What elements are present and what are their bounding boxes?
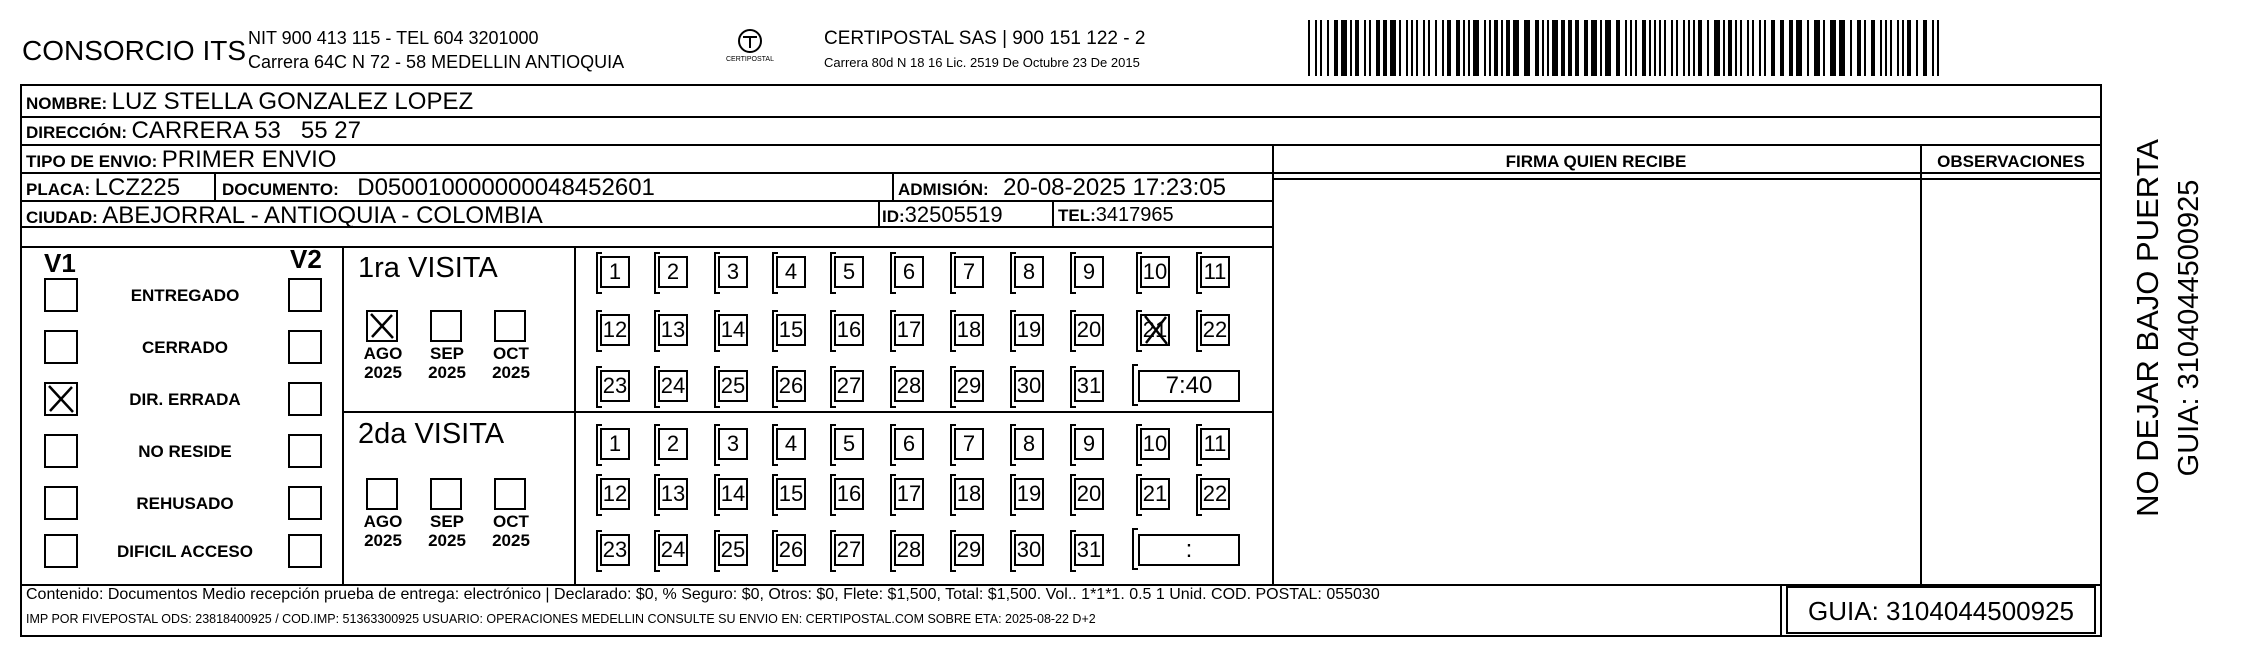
nombre-label: NOMBRE:: [26, 94, 108, 113]
address-line: Carrera 64C N 72 - 58 MEDELLIN ANTIOQUIA: [248, 52, 625, 72]
visit1-day-box[interactable]: 14: [718, 314, 748, 346]
v1-check-mark: [46, 384, 76, 414]
visit2-day-box[interactable]: 31: [1074, 534, 1104, 566]
visit2-day-box[interactable]: 29: [954, 534, 984, 566]
visit2-title: 2da VISITA: [358, 418, 505, 450]
status-label: CERRADO: [142, 338, 228, 357]
visit1-day-box[interactable]: 5: [834, 256, 864, 288]
v1-checkbox[interactable]: [44, 434, 78, 468]
visit1-day-box[interactable]: 27: [834, 370, 864, 402]
v2-checkbox[interactable]: [288, 486, 322, 520]
visit1-time-box[interactable]: 7:40: [1138, 370, 1240, 402]
visit1-day-box[interactable]: 31: [1074, 370, 1104, 402]
visit1-day-box[interactable]: 20: [1074, 314, 1104, 346]
status-label: ENTREGADO: [130, 286, 240, 305]
status-label: NO RESIDE: [138, 442, 232, 461]
visit2-day-box[interactable]: 17: [894, 478, 924, 510]
visit2-day-box[interactable]: 5: [834, 428, 864, 460]
company-name: CONSORCIO ITS: [22, 35, 247, 66]
visit2-day-box[interactable]: 18: [954, 478, 984, 510]
visit1-day-box[interactable]: 9: [1074, 256, 1104, 288]
visit2-day-box[interactable]: 14: [718, 478, 748, 510]
tel-value: 3417965: [1095, 204, 1174, 226]
visit1-day-box[interactable]: 21: [1140, 314, 1170, 346]
visit2-day-box[interactable]: 21: [1140, 478, 1170, 510]
guia-box-text: GUIA: 3104044500925: [1808, 596, 2074, 626]
visit2-day-box[interactable]: 26: [776, 534, 806, 566]
visit2-day-box[interactable]: 28: [894, 534, 924, 566]
v1-checkbox[interactable]: [44, 486, 78, 520]
visit2-month-checkbox[interactable]: [366, 478, 398, 510]
status-label: DIFICIL ACCESO: [116, 542, 253, 561]
visit2-month-label: OCT 2025: [492, 512, 530, 550]
visit2-day-box[interactable]: 2: [658, 428, 688, 460]
v1-checkbox[interactable]: [44, 534, 78, 568]
visit1-month-checkbox[interactable]: [494, 310, 526, 342]
visit2-day-box[interactable]: 7: [954, 428, 984, 460]
visit2-day-box[interactable]: 24: [658, 534, 688, 566]
visit1-day-box[interactable]: 15: [776, 314, 806, 346]
visit2-day-box[interactable]: 20: [1074, 478, 1104, 510]
visit2-day-box[interactable]: 13: [658, 478, 688, 510]
visit2-day-box[interactable]: 8: [1014, 428, 1044, 460]
tipo-label: TIPO DE ENVIO:: [26, 152, 158, 171]
visit2-day-box[interactable]: 22: [1200, 478, 1230, 510]
visit2-time-box[interactable]: :: [1138, 534, 1240, 566]
visit2-day-box[interactable]: 12: [600, 478, 630, 510]
visit2-day-box[interactable]: 25: [718, 534, 748, 566]
status-label: DIR. ERRADA: [129, 390, 241, 409]
visit1-day-box[interactable]: 4: [776, 256, 806, 288]
visit2-month-checkbox[interactable]: [494, 478, 526, 510]
visit1-day-box[interactable]: 26: [776, 370, 806, 402]
visit1-time-box-frame: [1132, 364, 1138, 406]
ciudad-label: CIUDAD:: [26, 208, 98, 227]
v2-checkbox[interactable]: [288, 434, 322, 468]
visit1-day-box[interactable]: 29: [954, 370, 984, 402]
visit2-day-box[interactable]: 16: [834, 478, 864, 510]
visit1-month-label: OCT 2025: [492, 344, 530, 382]
visit1-day-box[interactable]: 8: [1014, 256, 1044, 288]
visit2-day-box[interactable]: 1: [600, 428, 630, 460]
admision-label: ADMISIÓN:: [898, 180, 989, 199]
visit1-day-box[interactable]: 13: [658, 314, 688, 346]
visit1-day-box[interactable]: 28: [894, 370, 924, 402]
license-line: Carrera 80d N 18 16 Lic. 2519 De Octubre 23 De 2015: [824, 55, 1140, 70]
placa-label: PLACA:: [26, 180, 91, 199]
visit2-day-box[interactable]: 6: [894, 428, 924, 460]
direccion-value: CARRERA 53 55 27: [131, 117, 361, 144]
visit1-title: 1ra VISITA: [358, 252, 498, 284]
visit1-day-box[interactable]: 18: [954, 314, 984, 346]
firma-header: FIRMA QUIEN RECIBE: [1505, 152, 1687, 171]
visit2-month-label: SEP 2025: [428, 512, 466, 550]
side-guia-text: GUIA: 3104044500925: [2173, 179, 2205, 477]
contenido-text: Contenido: Documentos Medio recepción prueba de entrega: electrónico | Declarado: $0, % Seguro: $0, Otros: $0, Flete: $1,500, Total: $1,500. Vol.. 1*1*1. 0.5 1 Unid. COD. POSTAL: 055030: [26, 586, 1380, 603]
v1-checkbox[interactable]: [44, 330, 78, 364]
visit1-month-label: AGO 2025: [363, 344, 403, 382]
visit1-day-box[interactable]: 7: [954, 256, 984, 288]
visit1-day-box[interactable]: 23: [600, 370, 630, 402]
visit1-day-box[interactable]: 25: [718, 370, 748, 402]
certipostal-logo: [726, 26, 774, 70]
visit1-day-box[interactable]: 16: [834, 314, 864, 346]
visit2-day-box[interactable]: 15: [776, 478, 806, 510]
visit1-day-box[interactable]: 12: [600, 314, 630, 346]
visit1-day-box[interactable]: 22: [1200, 314, 1230, 346]
nit-line: NIT 900 413 115 - TEL 604 3201000: [248, 28, 539, 48]
visit1-day-box[interactable]: 30: [1014, 370, 1044, 402]
documento-value: D050010000000048452601: [357, 174, 655, 201]
v2-checkbox[interactable]: [288, 382, 322, 416]
visit1-day-box[interactable]: 17: [894, 314, 924, 346]
v2-checkbox[interactable]: [288, 534, 322, 568]
certipostal-line: CERTIPOSTAL SAS | 900 151 122 - 2: [824, 28, 1146, 49]
visit1-day-box[interactable]: 1: [600, 256, 630, 288]
visit1-day-box[interactable]: 24: [658, 370, 688, 402]
visit2-day-box[interactable]: 19: [1014, 478, 1044, 510]
visit2-day-box[interactable]: 23: [600, 534, 630, 566]
visit2-day-box[interactable]: 4: [776, 428, 806, 460]
tel-label: TEL:: [1058, 206, 1096, 225]
direccion-label: DIRECCIÓN:: [26, 123, 128, 142]
visit2-day-box[interactable]: 9: [1074, 428, 1104, 460]
id-label: ID:: [882, 207, 905, 226]
visit2-month-label: AGO 2025: [363, 512, 403, 550]
nombre-value: LUZ STELLA GONZALEZ LOPEZ: [111, 88, 474, 115]
placa-value: LCZ225: [94, 174, 181, 201]
visit2-day-box[interactable]: 3: [718, 428, 748, 460]
barcode: [1308, 20, 1940, 76]
visit1-day-box[interactable]: 3: [718, 256, 748, 288]
v1-header: V1: [44, 248, 76, 278]
certipostal-logo-icon: [726, 26, 774, 70]
visit2-day-box[interactable]: 10: [1140, 428, 1170, 460]
status-label: REHUSADO: [136, 494, 234, 513]
visit1-day-box[interactable]: 2: [658, 256, 688, 288]
visit2-day-box[interactable]: 27: [834, 534, 864, 566]
v2-header: V2: [290, 244, 322, 274]
admision-value: 20-08-2025 17:23:05: [1003, 174, 1226, 201]
no-dejar-text: NO DEJAR BAJO PUERTA: [2130, 139, 2165, 517]
visit2-time-box-frame: [1132, 528, 1138, 570]
ciudad-value: ABEJORRAL - ANTIOQUIA - COLOMBIA: [102, 202, 543, 229]
imp-text: IMP POR FIVEPOSTAL ODS: 23818400925 / COD.IMP: 51363300925 USUARIO: OPERACIONES MEDELLIN CONSULTE SU ENVIO EN: CERTIPOSTAL.COM SOBRE ETA: 2025-08-22 D+2: [26, 612, 1096, 626]
tipo-value: PRIMER ENVIO: [161, 146, 337, 173]
documento-label: DOCUMENTO:: [222, 180, 339, 199]
logo-text: CERTIPOSTAL: [726, 56, 774, 63]
visit1-day-box[interactable]: 10: [1140, 256, 1170, 288]
visit1-month-checkbox[interactable]: [430, 310, 462, 342]
visit1-month-label: SEP 2025: [428, 344, 466, 382]
visit2-day-box[interactable]: 30: [1014, 534, 1044, 566]
v1-checkbox[interactable]: [44, 278, 78, 312]
visit1-day-check-mark: [1142, 314, 1170, 346]
v2-checkbox[interactable]: [288, 330, 322, 364]
visit1-day-box[interactable]: 6: [894, 256, 924, 288]
visit1-day-box[interactable]: 19: [1014, 314, 1044, 346]
visit2-month-checkbox[interactable]: [430, 478, 462, 510]
v2-checkbox[interactable]: [288, 278, 322, 312]
visit1-day-box[interactable]: 11: [1200, 256, 1230, 288]
visit2-day-box[interactable]: 11: [1200, 428, 1230, 460]
id-value: 32505519: [904, 202, 1003, 227]
observaciones-header: OBSERVACIONES: [1937, 152, 2085, 171]
visit1-month-check-mark: [368, 312, 396, 340]
